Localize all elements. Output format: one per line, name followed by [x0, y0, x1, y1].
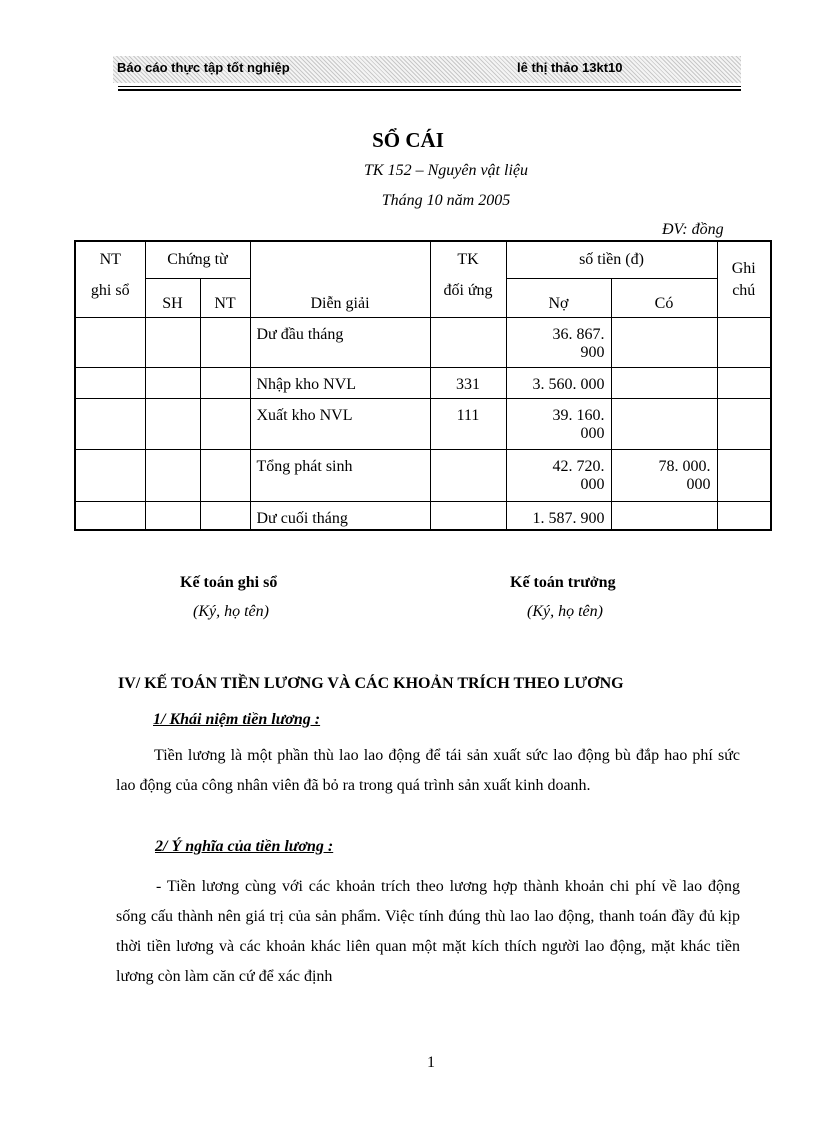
- row-no: 3. 560. 000: [506, 367, 611, 398]
- header-chung-tu: Chứng từ: [145, 241, 250, 278]
- section-heading: IV/ KẾ TOÁN TIỀN LƯƠNG VÀ CÁC KHOẢN TRÍCH THEO LƯƠNG: [118, 675, 624, 692]
- paragraph-1: Tiền lương là một phần thù lao lao động để tái sản xuất sức lao động bù đắp hao phí sức lao động của công nhân viên đã bỏ ra trong quá trình sản xuất kinh doanh.: [116, 747, 740, 794]
- signature-accountant-title: Kế toán ghi sổ: [180, 574, 278, 591]
- table-row: [75, 449, 771, 501]
- header-so-tien: số tiền (đ): [506, 241, 717, 278]
- row-desc: Tổng phát sinh: [250, 449, 430, 501]
- header-no: Nợ: [506, 278, 611, 317]
- header-nt-ghi-so: [75, 241, 145, 317]
- row-tk: 111: [430, 398, 506, 449]
- subsection-1-heading: 1/ Khái niệm tiền lương :: [153, 711, 321, 728]
- header-tk-doi-ung: [430, 241, 506, 317]
- header-ghi-chu: [717, 241, 771, 317]
- row-co: 78. 000. 000: [611, 449, 717, 501]
- ledger-account: TK 152 – Nguyên vật liệu: [364, 162, 528, 179]
- table-row: [75, 317, 771, 367]
- row-co: [611, 501, 717, 530]
- signature-chief-note: (Ký, họ tên): [527, 603, 603, 620]
- row-no: 42. 720. 000: [506, 449, 611, 501]
- header-ghichu-bottom: chú: [732, 282, 756, 299]
- row-tk: 331: [430, 367, 506, 398]
- page-number: 1: [427, 1054, 435, 1071]
- row-desc: Dư đầu tháng: [250, 317, 430, 367]
- row-co: [611, 317, 717, 367]
- header-report-title: Báo cáo thực tập tốt nghiệp: [117, 60, 290, 75]
- header-nt: NT: [200, 278, 250, 317]
- row-desc: Xuất kho NVL: [250, 398, 430, 449]
- signature-accountant-note: (Ký, họ tên): [193, 603, 269, 620]
- header-author: lê thị thảo 13kt10: [517, 60, 623, 75]
- header-co: Có: [611, 278, 717, 317]
- ledger-table: [74, 240, 772, 531]
- header-rule: [118, 86, 741, 87]
- subsection-2-heading: 2/ Ý nghĩa của tiền lương :: [155, 838, 334, 855]
- header-tk-bottom: đối ứng: [443, 282, 493, 299]
- row-no: 36. 867. 900: [506, 317, 611, 367]
- row-no: 39. 160. 000: [506, 398, 611, 449]
- page-header: [113, 56, 741, 83]
- table-row: [75, 501, 771, 530]
- paragraph-2: - Tiền lương cùng với các khoản trích theo lương hợp thành khoản chi phí về lao động sống cấu thành nên giá trị của sản phẩm. Việc tính đúng thù lao lao động, thanh toán đầy đủ kịp thời tiền lương và các khoản khác liên quan một mặt kích thích người lao động, mặt khác tiền lương còn làm căn cứ để xác định: [116, 878, 740, 985]
- header-ghichu-top: Ghi: [731, 260, 756, 277]
- header-dien-giai: Diễn giải: [250, 241, 430, 317]
- row-tk: [430, 317, 506, 367]
- header-rule-thick: [118, 89, 741, 91]
- header-sh: SH: [145, 278, 200, 317]
- table-row: [75, 367, 771, 398]
- row-tk: [430, 501, 506, 530]
- ledger-unit: ĐV: đồng: [662, 221, 724, 238]
- row-desc: Dư cuối tháng: [250, 501, 430, 530]
- header-tk-top: TK: [457, 251, 479, 268]
- row-no: 1. 587. 900: [506, 501, 611, 530]
- row-co: [611, 398, 717, 449]
- signature-chief-title: Kế toán trưởng: [510, 574, 616, 591]
- ledger-title: SỔ CÁI: [372, 128, 444, 152]
- header-nt-bottom: ghi sổ: [90, 282, 130, 299]
- header-nt-top: NT: [99, 251, 121, 268]
- row-tk: [430, 449, 506, 501]
- row-co: [611, 367, 717, 398]
- ledger-period: Tháng 10 năm 2005: [381, 192, 511, 209]
- table-row: [75, 398, 771, 449]
- row-desc: Nhập kho NVL: [250, 367, 430, 398]
